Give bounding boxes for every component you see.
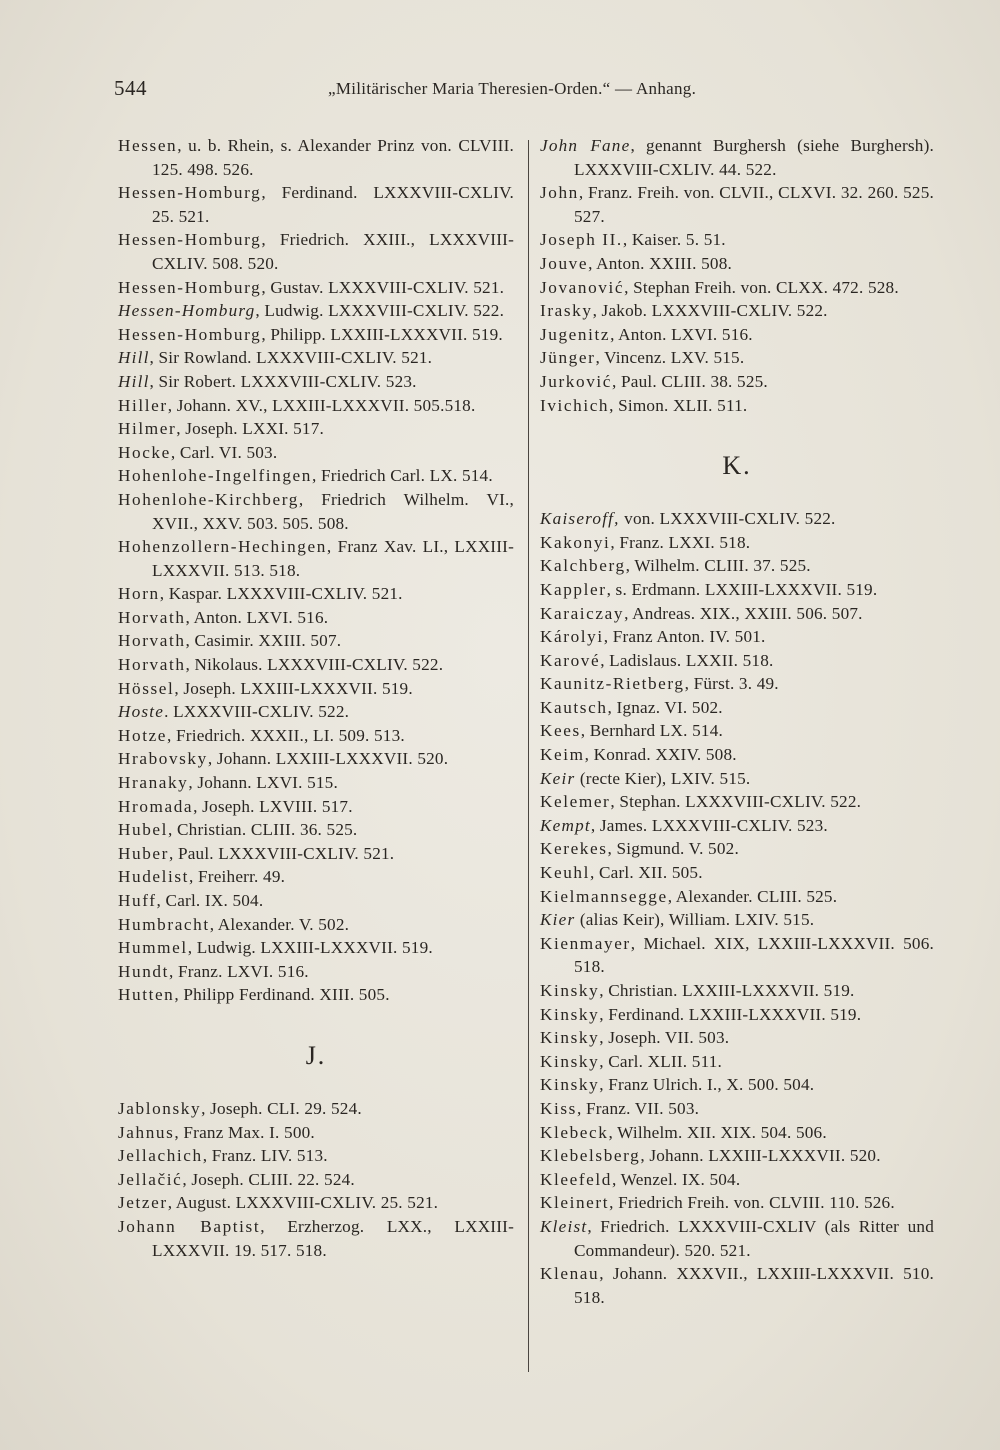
entry-details: , Sir Robert. LXXXVIII-CXLIV. 523.: [149, 371, 417, 391]
entry-name: Kleefeld: [540, 1169, 612, 1189]
index-entry: [118, 983, 514, 1007]
entry-details: , Carl. XII. 505.: [590, 863, 703, 883]
index-entry: [118, 1191, 514, 1215]
entry-details: , Kaiser. 5. 51.: [622, 230, 726, 250]
left-column: [118, 134, 514, 1262]
entry-details: von. LXXXVIII-CXLIV. 522.: [619, 509, 836, 529]
index-entry: [118, 582, 514, 606]
entry-details: (recte Kier), LXIV. 515.: [575, 768, 751, 788]
index-entry: [118, 653, 514, 677]
entry-name: Horn: [118, 584, 160, 604]
entry-name: Huber: [118, 843, 169, 863]
entry-name: Hohenlohe-Kirchberg: [118, 489, 299, 509]
index-entry: [118, 464, 514, 488]
entry-name: Kees: [540, 721, 581, 741]
entry-details: , Friedrich Freih. von. CLVIII. 110. 526.: [609, 1193, 895, 1213]
index-entry: [118, 1168, 514, 1192]
entry-details: , Alexander. V. 502.: [209, 914, 350, 934]
entry-details: , Johann. LXXIII-LXXXVII. 520.: [207, 749, 449, 769]
entry-name: Kaiseroff,: [540, 509, 620, 529]
index-entries-j-continued: [540, 134, 934, 417]
entry-name: Kempt: [540, 815, 591, 835]
entry-details: , Franz Xav. LI., LXXIII-LXXXVII. 513. 518.: [152, 537, 514, 580]
entry-details: , Johann. LXVI. 515.: [188, 773, 338, 793]
entry-name: Hessen-Homburg: [118, 324, 262, 344]
entry-details: , Vincenz. LXV. 515.: [595, 348, 745, 368]
index-entry: [118, 394, 514, 418]
entry-name: Hilmer: [118, 419, 177, 439]
index-entry: [118, 889, 514, 913]
index-entry: [540, 649, 934, 673]
index-entry: [540, 837, 934, 861]
index-entry: [540, 1168, 934, 1192]
entry-name: Hoste: [118, 702, 165, 722]
index-entry: [118, 346, 514, 370]
index-entry: [118, 1097, 514, 1121]
entry-name: Karaiczay: [540, 603, 625, 623]
entry-details: , Philipp Ferdinand. XIII. 505.: [174, 985, 390, 1005]
section-letter-j: J.: [305, 1040, 327, 1070]
entry-details: , Anton. XXIII. 508.: [588, 253, 732, 273]
entry-details: , Gustav. LXXXVIII-CXLIV. 521.: [261, 277, 505, 297]
entry-details: , Joseph. CLI. 29. 524.: [201, 1098, 362, 1118]
index-entry: [118, 842, 514, 866]
entry-details: , Fürst. 3. 49.: [684, 674, 779, 694]
entry-details: , Franz. Freih. von. CLVII., CLXVI. 32. 260. 525. 527.: [574, 183, 934, 226]
entry-name: Kerekes: [540, 839, 608, 859]
entry-details: , Freiherr. 49.: [189, 867, 286, 887]
entry-details: , Jakob. LXXXVIII-CXLIV. 522.: [592, 301, 828, 321]
entry-name: Hessen: [118, 136, 178, 155]
entry-details: , Franz. LXXI. 518.: [610, 532, 751, 552]
index-entry: [118, 535, 514, 582]
entry-details: , Ludwig. LXXIII-LXXXVII. 519.: [187, 938, 433, 958]
entry-name: Hiller: [118, 395, 168, 415]
entry-name: Kienmayer: [540, 933, 631, 953]
index-entry: [118, 771, 514, 795]
index-entry: [540, 743, 934, 767]
entry-name: Keir: [540, 768, 576, 788]
entry-name: Kalchberg: [540, 556, 626, 576]
entry-details: , Anton. LXVI. 516.: [610, 324, 753, 344]
index-entry: [118, 747, 514, 771]
index-entry: [540, 531, 934, 555]
entry-details: , Ludwig. LXXXVIII-CXLIV. 522.: [255, 301, 505, 321]
entry-name: Kleist: [540, 1216, 588, 1236]
index-entry: [118, 700, 514, 724]
index-entry: [540, 1215, 934, 1262]
index-entry: [540, 625, 934, 649]
entry-name: Hummel: [118, 938, 188, 958]
entry-name: Kinsky: [540, 1075, 600, 1095]
entry-details: , Friedrich. LXXXVIII-CXLIV (als Ritter und Commandeur). 520. 521.: [574, 1216, 934, 1260]
right-column: [540, 134, 934, 1309]
index-entry: [118, 818, 514, 842]
entry-details: , Joseph. LXXIII-LXXXVII. 519.: [174, 678, 413, 698]
entry-name: Kautsch: [540, 697, 608, 717]
entry-details: , Johann. XV., LXXIII-LXXXVII. 505.518.: [167, 395, 476, 415]
entry-details: , Bernhard LX. 514.: [580, 721, 723, 741]
entry-details: , Franz. LIV. 513.: [202, 1146, 328, 1166]
index-entry: [118, 629, 514, 653]
entry-name: Hill: [118, 371, 150, 391]
entry-details: , Joseph. LXVIII. 517.: [193, 796, 353, 816]
entry-details: , Christian. CLIII. 36. 525.: [168, 820, 358, 840]
index-entry: [540, 1026, 934, 1050]
index-entry: [118, 606, 514, 630]
index-entry: [118, 677, 514, 701]
entry-name: Hrabovsky: [118, 749, 208, 769]
entry-details: , Franz Anton. IV. 501.: [603, 627, 766, 647]
index-entry: [118, 913, 514, 937]
entry-details: , Ignaz. VI. 502.: [607, 697, 723, 717]
entry-name: Hutten: [118, 985, 175, 1005]
entry-name: Jahnus: [118, 1122, 175, 1142]
entry-details: , Christian. LXXIII-LXXXVII. 519.: [599, 981, 855, 1000]
entry-name: Jetzer: [118, 1193, 168, 1213]
entry-details: , Paul. CLIII. 38. 525.: [612, 371, 768, 391]
index-entry: [540, 814, 934, 838]
entry-details: , Wenzel. IX. 504.: [611, 1169, 741, 1189]
index-entry: [118, 865, 514, 889]
entry-name: Kelemer: [540, 792, 611, 812]
entry-name: Hessen-Homburg: [118, 277, 262, 297]
index-entries-h: [118, 134, 514, 1007]
entry-name: Hranaky: [118, 773, 189, 793]
index-entry: [540, 719, 934, 743]
entry-details: , Andreas. XIX., XXIII. 506. 507.: [624, 603, 863, 623]
entry-name: Horvath: [118, 607, 186, 627]
entry-details: , Philipp. LXXIII-LXXXVII. 519.: [261, 324, 503, 344]
entry-name: Kleinert: [540, 1193, 610, 1213]
index-entry: [118, 228, 514, 275]
index-entry: [540, 1073, 934, 1097]
entry-details: , Wilhelm. XII. XIX. 504. 506.: [608, 1122, 827, 1142]
index-entry: [118, 134, 514, 181]
entry-name: Horvath: [118, 631, 186, 651]
index-entry: [540, 181, 934, 228]
entry-name: Hohenzollern-Hechingen: [118, 537, 327, 557]
index-entry: [118, 370, 514, 394]
entry-name: Hubel: [118, 820, 169, 840]
entry-name: Kier: [540, 910, 576, 930]
index-entry: [540, 1262, 934, 1309]
entry-name: Kinsky: [540, 981, 600, 1000]
index-entry: [118, 276, 514, 300]
entry-name: John Fane: [540, 136, 631, 155]
entry-name: Jurković: [540, 371, 612, 391]
entry-name: Kinsky: [540, 1051, 600, 1071]
index-entry: [118, 936, 514, 960]
entry-name: Humbracht: [118, 914, 210, 934]
entry-details: , Friedrich. XXXII., LI. 509. 513.: [167, 725, 405, 745]
entry-details: , James. LXXXVIII-CXLIV. 523.: [590, 815, 828, 835]
index-entry: [540, 861, 934, 885]
entry-name: Kappler: [540, 579, 607, 599]
entry-name: Jablonsky: [118, 1098, 202, 1118]
entry-details: , Sigmund. V. 502.: [607, 839, 739, 859]
entry-name: Kakonyi: [540, 532, 611, 552]
entry-details: , Sir Rowland. LXXXVIII-CXLIV. 521.: [149, 348, 433, 368]
index-entry: [118, 299, 514, 323]
entry-details: , s. Erdmann. LXXIII-LXXXVII. 519.: [606, 579, 878, 599]
index-entry: [540, 394, 934, 418]
index-entry: [540, 932, 934, 979]
entry-name: Hessen-Homburg: [118, 183, 262, 203]
entry-name: Huff: [118, 891, 157, 910]
entry-name: Jugenitz: [540, 324, 611, 344]
entry-name: Hocke: [118, 442, 171, 462]
index-entry: [118, 1144, 514, 1168]
entry-name: Hudelist: [118, 867, 190, 887]
entry-name: Hromada: [118, 796, 194, 816]
entry-details: , Carl. VI. 503.: [170, 442, 278, 462]
entry-details: , Michael. XIX, LXXIII-LXXXVII. 506. 518.: [574, 933, 934, 977]
entry-details: , u. b. Rhein, s. Alexander Prinz von. CLVIII. 125. 498. 526.: [152, 136, 514, 179]
index-entry: [118, 795, 514, 819]
entry-name: John: [540, 183, 579, 203]
index-entry: [540, 578, 934, 602]
index-entry: [540, 252, 934, 276]
index-entry: [540, 696, 934, 720]
index-entry: [540, 370, 934, 394]
entry-name: Hundt: [118, 961, 169, 981]
entry-details: , Ladislaus. LXXII. 518.: [600, 650, 774, 670]
entry-details: , Kaspar. LXXXVIII-CXLIV. 521.: [159, 584, 403, 604]
entry-details: , Wilhelm. CLIII. 37. 525.: [625, 556, 811, 576]
entry-details: , Stephan. LXXXVIII-CXLIV. 522.: [610, 792, 862, 812]
index-entry: [118, 181, 514, 228]
index-entry: [540, 299, 934, 323]
index-entry: [118, 1215, 514, 1262]
entry-name: Jellachich: [118, 1146, 203, 1166]
entry-details: , Ferdinand. LXXIII-LXXXVII. 519.: [599, 1004, 862, 1024]
entry-name: Klebelsberg: [540, 1146, 641, 1166]
entry-details: , Friedrich. XXIII., LXXXVIII-CXLIV. 508. 520.: [152, 230, 514, 273]
entry-name: Jovanović: [540, 277, 625, 297]
entry-details: , Joseph. LXXI. 517.: [176, 419, 324, 439]
index-entry: [540, 908, 934, 932]
entry-name: Klebeck: [540, 1122, 609, 1142]
entry-details: . LXXXVIII-CXLIV. 522.: [164, 702, 350, 722]
index-entry: [118, 441, 514, 465]
entry-details: , Nikolaus. LXXXVIII-CXLIV. 522.: [185, 655, 444, 675]
entry-name: Karové: [540, 650, 601, 670]
index-entry: [540, 1003, 934, 1027]
entry-name: Hessen-Homburg: [118, 301, 256, 321]
entry-details: , Ferdinand. LXXXVIII-CXLIV. 25. 521.: [152, 183, 514, 226]
entry-details: , Stephan Freih. von. CLXX. 472. 528.: [624, 277, 899, 297]
index-entry: [118, 417, 514, 441]
entry-name: Ivichich: [540, 395, 610, 415]
index-entry: [540, 602, 934, 626]
entry-name: Johann Baptist: [118, 1216, 261, 1236]
entry-name: Klenau: [540, 1264, 600, 1284]
entry-name: Keim: [540, 745, 585, 765]
entry-name: Kinsky: [540, 1004, 600, 1024]
entry-name: Irasky: [540, 301, 593, 321]
index-entry: [540, 323, 934, 347]
index-entry: [540, 1144, 934, 1168]
entry-details: , Franz. LXVI. 516.: [168, 961, 309, 981]
entry-name: Joseph II.: [540, 230, 623, 250]
entry-details: , Joseph. VII. 503.: [599, 1028, 730, 1048]
index-entry: [540, 1191, 934, 1215]
entry-details: , Johann. XXXVII., LXXIII-LXXXVII. 510. 518.: [574, 1264, 934, 1307]
section-letter-k: K.: [722, 451, 752, 481]
entry-details: , Konrad. XXIV. 508.: [584, 745, 737, 765]
index-entry: [540, 1097, 934, 1121]
entry-name: Jünger: [540, 348, 596, 368]
column-divider: [528, 140, 529, 1372]
index-entry: [540, 507, 934, 531]
running-title: „Militärischer Maria Theresien-Orden.“ — Anhang.: [328, 79, 697, 98]
entry-name: Keuhl: [540, 863, 591, 883]
page-number: 544: [114, 76, 147, 100]
entry-name: Kinsky: [540, 1028, 600, 1048]
entry-details: , Franz Ulrich. I., X. 500. 504.: [599, 1075, 815, 1095]
index-entry: [118, 960, 514, 984]
entry-details: , Carl. XLII. 511.: [599, 1051, 723, 1071]
index-entry: [540, 346, 934, 370]
index-entries-k: [540, 507, 934, 1309]
index-entries-j: [118, 1097, 514, 1262]
entry-details: , Anton. LXVI. 516.: [185, 607, 329, 627]
index-entry: [118, 1121, 514, 1145]
entry-details: , Casimir. XXIII. 507.: [185, 631, 342, 651]
entry-details: , Franz Max. I. 500.: [174, 1122, 315, 1142]
index-entry: [540, 672, 934, 696]
index-entry: [540, 790, 934, 814]
index-entry: [540, 979, 934, 1003]
index-entry: [540, 885, 934, 909]
index-entry: [540, 554, 934, 578]
entry-details: , Carl. IX. 504.: [156, 891, 264, 910]
entry-details: , Franz. VII. 503.: [576, 1098, 700, 1118]
index-entry: [540, 276, 934, 300]
index-entry: [118, 724, 514, 748]
entry-details: (alias Keir), William. LXIV. 515.: [575, 910, 815, 930]
index-entry: [118, 323, 514, 347]
entry-details: , genannt Burghersh (siehe Burghersh). LXXXVIII-CXLIV. 44. 522.: [574, 136, 934, 179]
entry-name: Kielmannsegge: [540, 886, 668, 906]
entry-name: Hohenlohe-Ingelfingen: [118, 466, 312, 486]
entry-name: Hössel: [118, 678, 175, 698]
index-entry: [540, 767, 934, 791]
entry-details: , Alexander. CLIII. 525.: [667, 886, 838, 906]
entry-name: Kaunitz-Rietberg: [540, 674, 685, 694]
entry-details: , Erzherzog. LXX., LXXIII-LXXXVII. 19. 517. 518.: [152, 1216, 515, 1260]
entry-name: Károlyi: [540, 627, 604, 647]
entry-name: Hotze: [118, 725, 168, 745]
index-entry: [540, 1050, 934, 1074]
index-entry: [540, 134, 934, 181]
entry-details: , Johann. LXXIII-LXXXVII. 520.: [640, 1146, 881, 1166]
entry-name: Kiss: [540, 1098, 577, 1118]
entry-details: , Paul. LXXXVIII-CXLIV. 521.: [168, 843, 395, 863]
entry-details: , Friedrich Carl. LX. 514.: [311, 466, 493, 486]
index-entry: [540, 228, 934, 252]
entry-details: , Joseph. CLIII. 22. 524.: [182, 1169, 355, 1189]
entry-name: Hill: [118, 348, 150, 368]
entry-name: Jellačić: [118, 1169, 183, 1189]
entry-details: , Friedrich Wilhelm. VI., XVII., XXV. 503. 505. 508.: [152, 489, 514, 533]
index-entry: [118, 488, 514, 535]
entry-name: Hessen-Homburg: [118, 230, 262, 250]
index-entry: [540, 1121, 934, 1145]
entry-name: Jouve: [540, 253, 589, 273]
entry-details: , Simon. XLII. 511.: [609, 395, 748, 415]
page-header: [0, 76, 1000, 106]
entry-details: , August. LXXXVIII-CXLIV. 25. 521.: [167, 1193, 439, 1213]
entry-name: Horvath: [118, 655, 186, 675]
